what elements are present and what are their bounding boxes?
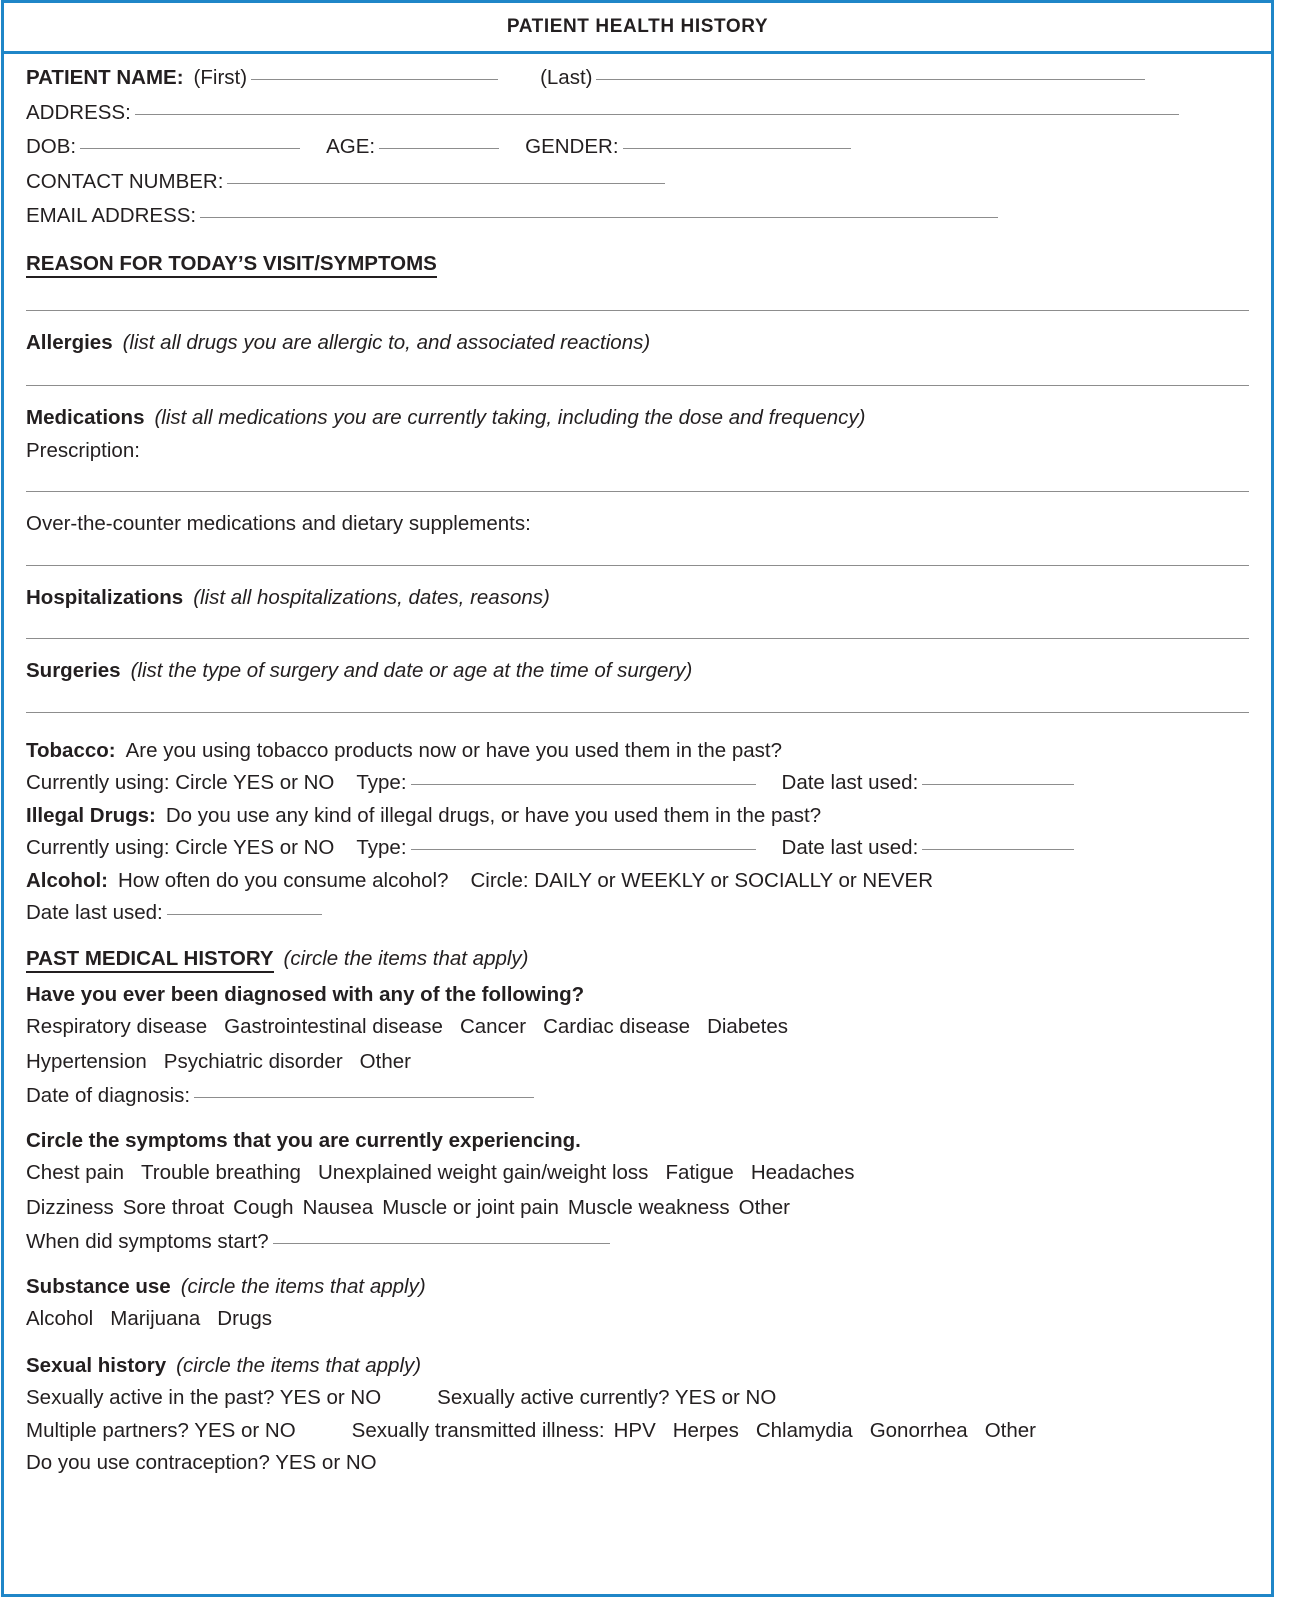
sexual-history-note: (circle the items that apply) xyxy=(176,1353,422,1377)
gender-label: GENDER: xyxy=(525,135,619,158)
form-body xyxy=(4,54,1271,1474)
symptom-sore-throat[interactable]: Sore throat xyxy=(122,1195,225,1219)
tobacco-question: Are you using tobacco products now or have you used them in the past? xyxy=(125,738,783,762)
condition-psychiatric-disorder[interactable]: Psychiatric disorder xyxy=(163,1049,343,1073)
tobacco-heading: Tobacco: xyxy=(26,738,116,762)
sti-chlamydia[interactable]: Chlamydia xyxy=(755,1418,853,1442)
multiple-partners-label[interactable]: Multiple partners? YES or NO xyxy=(26,1418,296,1442)
patient-name-row xyxy=(26,68,1249,89)
partners-sti-row xyxy=(26,1418,1249,1442)
medications-heading: Medications xyxy=(26,406,145,430)
date-of-diagnosis-input[interactable] xyxy=(194,1097,534,1098)
conditions-row-2 xyxy=(26,1049,1249,1073)
contact-number-input[interactable] xyxy=(227,183,665,184)
tobacco-question-row xyxy=(26,738,1249,762)
address-row xyxy=(26,100,1249,124)
page-title: PATIENT HEALTH HISTORY xyxy=(506,16,769,37)
alcohol-date-last-used-input[interactable] xyxy=(167,914,322,915)
alcohol-question-row xyxy=(26,868,1249,892)
illegal-drugs-date-last-used-label: Date last used: xyxy=(781,836,919,860)
sexual-history-heading: Sexual history xyxy=(26,1353,167,1377)
form-title-bar xyxy=(4,3,1271,54)
age-input[interactable] xyxy=(379,148,499,149)
illegal-drugs-question-row xyxy=(26,803,1249,827)
tobacco-date-last-used-label: Date last used: xyxy=(781,771,919,795)
symptom-cough[interactable]: Cough xyxy=(233,1195,294,1219)
email-address-input[interactable] xyxy=(200,217,998,218)
substance-use-heading: Substance use xyxy=(26,1274,171,1298)
condition-hypertension[interactable]: Hypertension xyxy=(26,1049,147,1073)
alcohol-date-last-used-label: Date last used: xyxy=(26,901,163,925)
sexual-history-heading-row xyxy=(26,1353,1249,1377)
alcohol-question: How often do you consume alcohol? xyxy=(118,868,449,892)
condition-diabetes[interactable]: Diabetes xyxy=(707,1015,788,1039)
email-address-label: EMAIL ADDRESS: xyxy=(26,204,197,227)
symptom-nausea[interactable]: Nausea xyxy=(302,1195,374,1219)
symptom-trouble-breathing[interactable]: Trouble breathing xyxy=(141,1161,301,1185)
illegal-drugs-type-input[interactable] xyxy=(411,849,756,850)
sti-other[interactable]: Other xyxy=(984,1418,1036,1442)
contact-number-label: CONTACT NUMBER: xyxy=(26,169,224,193)
tobacco-detail-row xyxy=(26,773,1249,794)
illegal-drugs-type-label: Type: xyxy=(356,836,407,860)
reason-for-visit-section xyxy=(26,253,1249,278)
contact-number-row xyxy=(26,169,1249,193)
symptom-unexplained-weight-change[interactable]: Unexplained weight gain/weight loss xyxy=(317,1161,649,1185)
tobacco-type-input[interactable] xyxy=(411,784,756,785)
form-page xyxy=(1,0,1274,1597)
allergies-note: (list all drugs you are allergic to, and associated reactions) xyxy=(122,330,651,354)
surgeries-heading: Surgeries xyxy=(26,659,121,683)
symptoms-heading: Circle the symptoms that you are currently experiencing. xyxy=(26,1128,581,1152)
sti-hpv[interactable]: HPV xyxy=(613,1418,656,1442)
diagnosed-question-row xyxy=(26,982,1249,1006)
past-medical-history-heading-row xyxy=(26,948,1249,973)
condition-other[interactable]: Other xyxy=(359,1049,411,1073)
symptoms-row-1 xyxy=(26,1163,1249,1184)
condition-cancer[interactable]: Cancer xyxy=(459,1015,527,1039)
sexually-active-current-label[interactable]: Sexually active currently? YES or NO xyxy=(437,1386,777,1410)
date-of-diagnosis-label: Date of diagnosis: xyxy=(26,1084,191,1108)
substance-use-note: (circle the items that apply) xyxy=(180,1274,426,1298)
symptom-muscle-or-joint-pain[interactable]: Muscle or joint pain xyxy=(382,1195,559,1219)
tobacco-currently-using-label[interactable]: Currently using: Circle YES or NO xyxy=(26,771,335,795)
sexually-active-past-label[interactable]: Sexually active in the past? YES or NO xyxy=(26,1386,382,1410)
prescription-label: Prescription: xyxy=(26,438,140,462)
first-name-input[interactable] xyxy=(251,79,498,80)
symptom-fatigue[interactable]: Fatigue xyxy=(665,1161,734,1185)
tobacco-type-label: Type: xyxy=(356,771,407,795)
dob-label: DOB: xyxy=(26,135,77,158)
symptoms-row-2 xyxy=(26,1195,1249,1219)
past-medical-history-note: (circle the items that apply) xyxy=(283,946,529,970)
address-label: ADDRESS: xyxy=(26,100,131,124)
contraception-row xyxy=(26,1453,1249,1474)
condition-cardiac-disease[interactable]: Cardiac disease xyxy=(543,1015,691,1039)
illegal-drugs-date-last-used-input[interactable] xyxy=(922,849,1074,850)
past-medical-history-heading: PAST MEDICAL HISTORY xyxy=(26,948,274,973)
tobacco-date-last-used-input[interactable] xyxy=(922,784,1074,785)
otc-row xyxy=(26,514,1249,535)
substance-use-heading-row xyxy=(26,1274,1249,1298)
illegal-drugs-detail-row xyxy=(26,838,1249,859)
substance-use-options xyxy=(26,1309,1249,1330)
medications-note: (list all medications you are currently taking, including the dose and frequency) xyxy=(154,406,866,430)
hospitalizations-heading-row xyxy=(26,585,1249,609)
illegal-drugs-currently-using-label[interactable]: Currently using: Circle YES or NO xyxy=(26,836,335,860)
illegal-drugs-heading: Illegal Drugs: xyxy=(26,803,156,827)
prescription-row xyxy=(26,438,1249,462)
otc-label: Over-the-counter medications and dietary supplements: xyxy=(26,512,531,536)
alcohol-date-row xyxy=(26,903,1249,924)
symptom-chest-pain[interactable]: Chest pain xyxy=(26,1161,125,1185)
sti-herpes[interactable]: Herpes xyxy=(672,1418,739,1442)
substance-marijuana[interactable]: Marijuana xyxy=(110,1307,201,1331)
symptoms-heading-row xyxy=(26,1128,1249,1152)
sti-label: Sexually transmitted illness: xyxy=(351,1418,605,1442)
email-address-row xyxy=(26,206,1249,227)
age-label: AGE: xyxy=(326,135,376,158)
symptoms-start-label: When did symptoms start? xyxy=(26,1230,269,1254)
gender-input[interactable] xyxy=(623,148,851,149)
patient-name-label: PATIENT NAME: xyxy=(26,66,184,89)
conditions-row-1 xyxy=(26,1017,1249,1038)
last-name-input[interactable] xyxy=(596,79,1145,80)
substance-drugs[interactable]: Drugs xyxy=(217,1307,272,1331)
contraception-label[interactable]: Do you use contraception? YES or NO xyxy=(26,1451,377,1475)
dob-age-gender-row xyxy=(26,137,1249,158)
sti-gonorrhea[interactable]: Gonorrhea xyxy=(869,1418,968,1442)
surgeries-heading-row xyxy=(26,661,1249,682)
condition-gastrointestinal-disease[interactable]: Gastrointestinal disease xyxy=(224,1015,443,1039)
last-name-label: (Last) xyxy=(540,66,593,89)
reason-for-visit-heading: REASON FOR TODAY’S VISIT/SYMPTOMS xyxy=(26,253,437,278)
hospitalizations-note: (list all hospitalizations, dates, reasons) xyxy=(193,585,550,609)
alcohol-heading: Alcohol: xyxy=(26,868,108,892)
illegal-drugs-question: Do you use any kind of illegal drugs, or have you used them in the past? xyxy=(165,803,822,827)
condition-respiratory-disease[interactable]: Respiratory disease xyxy=(26,1015,208,1039)
symptom-other[interactable]: Other xyxy=(738,1195,790,1219)
symptoms-start-row xyxy=(26,1232,1249,1253)
allergies-heading-row xyxy=(26,330,1249,354)
surgeries-note: (list the type of surgery and date or age at the time of surgery) xyxy=(130,659,693,683)
symptom-headaches[interactable]: Headaches xyxy=(750,1161,855,1185)
diagnosed-question: Have you ever been diagnosed with any of the following? xyxy=(26,982,585,1006)
symptom-dizziness[interactable]: Dizziness xyxy=(26,1195,114,1219)
first-name-label: (First) xyxy=(193,66,248,89)
symptom-muscle-weakness[interactable]: Muscle weakness xyxy=(567,1195,730,1219)
date-of-diagnosis-row xyxy=(26,1086,1249,1107)
address-input[interactable] xyxy=(135,114,1179,115)
substance-alcohol[interactable]: Alcohol xyxy=(26,1307,94,1331)
hospitalizations-heading: Hospitalizations xyxy=(26,585,184,609)
medications-heading-row xyxy=(26,408,1249,429)
dob-input[interactable] xyxy=(80,148,300,149)
alcohol-circle-options[interactable]: Circle: DAILY or WEEKLY or SOCIALLY or NEVER xyxy=(470,868,934,892)
sexual-activity-row xyxy=(26,1388,1249,1409)
allergies-heading: Allergies xyxy=(26,330,113,354)
symptoms-start-input[interactable] xyxy=(273,1243,610,1244)
